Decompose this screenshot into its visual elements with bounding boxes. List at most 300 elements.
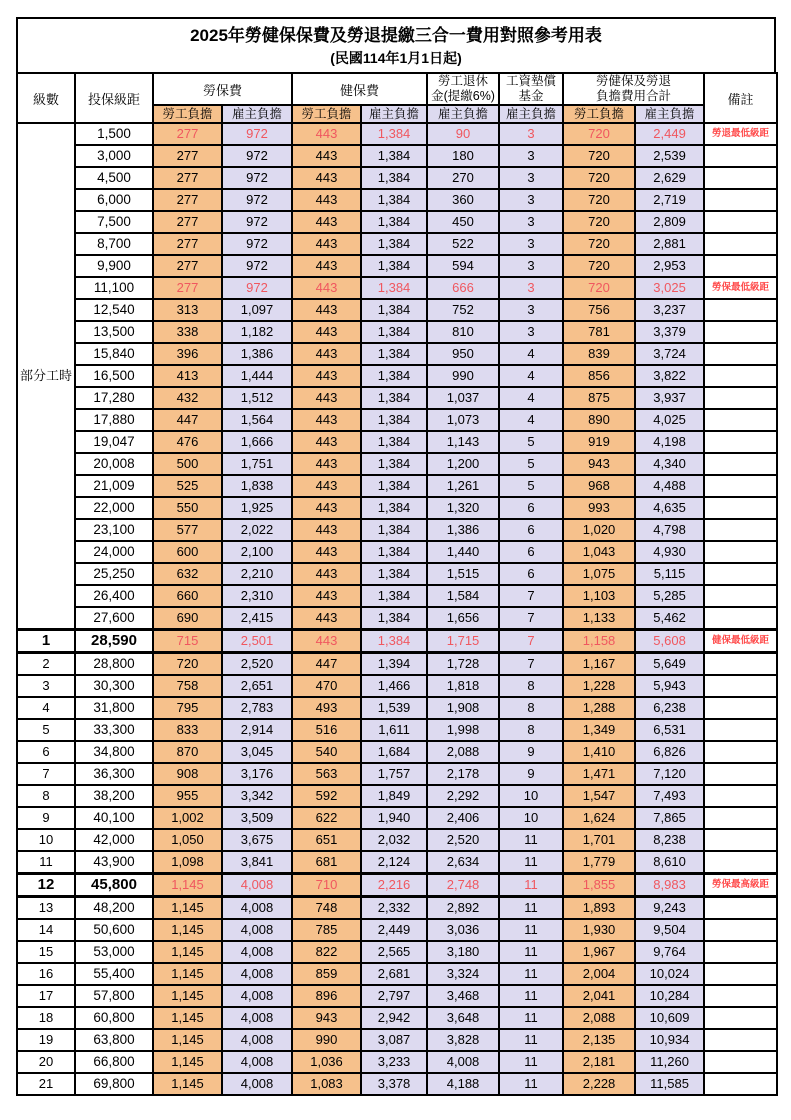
value-cell: 3 [499, 321, 563, 343]
remark-cell [704, 453, 777, 475]
table-row [17, 630, 777, 653]
value-cell: 1,384 [361, 277, 427, 299]
value-cell: 1,384 [361, 167, 427, 189]
table-row [17, 453, 777, 475]
value-cell: 1,715 [427, 630, 499, 653]
value-cell: 2,651 [222, 675, 292, 697]
value-cell: 2,719 [635, 189, 704, 211]
remark-cell [704, 585, 777, 607]
remark-cell [704, 541, 777, 563]
value-cell: 4,930 [635, 541, 704, 563]
value-cell: 3,648 [427, 1007, 499, 1029]
bracket-cell: 28,590 [75, 630, 153, 653]
value-cell: 2,449 [361, 919, 427, 941]
remark-cell [704, 255, 777, 277]
value-cell: 1,564 [222, 409, 292, 431]
value-cell: 9 [499, 763, 563, 785]
value-cell: 360 [427, 189, 499, 211]
value-cell: 1,167 [563, 653, 635, 676]
value-cell: 715 [153, 630, 222, 653]
value-cell: 1,384 [361, 585, 427, 607]
value-cell: 1,611 [361, 719, 427, 741]
value-cell: 3 [499, 189, 563, 211]
value-cell: 1,684 [361, 741, 427, 763]
value-cell: 1,158 [563, 630, 635, 653]
bracket-cell: 48,200 [75, 897, 153, 920]
value-cell: 972 [222, 255, 292, 277]
value-cell: 4,008 [222, 985, 292, 1007]
value-cell: 8,238 [635, 829, 704, 851]
value-cell: 1,384 [361, 189, 427, 211]
value-cell: 3,342 [222, 785, 292, 807]
value-cell: 1,384 [361, 211, 427, 233]
table-row [17, 807, 777, 829]
bracket-cell: 66,800 [75, 1051, 153, 1073]
value-cell: 2,501 [222, 630, 292, 653]
value-cell: 720 [563, 255, 635, 277]
value-cell: 1,539 [361, 697, 427, 719]
remark-cell [704, 321, 777, 343]
value-cell: 3,045 [222, 741, 292, 763]
value-cell: 3,233 [361, 1051, 427, 1073]
remark-cell [704, 919, 777, 941]
value-cell: 3,087 [361, 1029, 427, 1051]
value-cell: 1,384 [361, 409, 427, 431]
value-cell: 1,133 [563, 607, 635, 630]
value-cell: 443 [292, 475, 361, 497]
value-cell: 4,008 [222, 1007, 292, 1029]
value-cell: 4,008 [427, 1051, 499, 1073]
table-row [17, 497, 777, 519]
remark-cell [704, 189, 777, 211]
value-cell: 1,098 [153, 851, 222, 874]
value-cell: 443 [292, 519, 361, 541]
bracket-cell: 22,000 [75, 497, 153, 519]
remark-cell [704, 763, 777, 785]
remark-cell [704, 719, 777, 741]
remark-cell [704, 365, 777, 387]
value-cell: 447 [292, 653, 361, 676]
header-pension-group [427, 73, 499, 105]
value-cell: 1,143 [427, 431, 499, 453]
value-cell: 10,284 [635, 985, 704, 1007]
value-cell: 1,182 [222, 321, 292, 343]
remark-cell: 勞退最低級距 [704, 123, 777, 145]
value-cell: 3,378 [361, 1073, 427, 1095]
value-cell: 443 [292, 167, 361, 189]
value-cell: 277 [153, 277, 222, 299]
bracket-cell: 13,500 [75, 321, 153, 343]
value-cell: 7,865 [635, 807, 704, 829]
table-row [17, 233, 777, 255]
value-cell: 1,757 [361, 763, 427, 785]
value-cell: 277 [153, 233, 222, 255]
header-total-line1: 勞健保及勞退 [596, 74, 672, 88]
table-row [17, 851, 777, 874]
bracket-cell: 33,300 [75, 719, 153, 741]
value-cell: 2,216 [361, 874, 427, 897]
value-cell: 1,384 [361, 607, 427, 630]
value-cell: 4,008 [222, 1051, 292, 1073]
value-cell: 180 [427, 145, 499, 167]
value-cell: 810 [427, 321, 499, 343]
level-cell: 21 [17, 1073, 75, 1095]
value-cell: 2,022 [222, 519, 292, 541]
value-cell: 493 [292, 697, 361, 719]
value-cell: 2,124 [361, 851, 427, 874]
value-cell: 9 [499, 741, 563, 763]
value-cell: 4,008 [222, 1073, 292, 1095]
value-cell: 4,008 [222, 1029, 292, 1051]
value-cell: 277 [153, 123, 222, 145]
value-cell: 277 [153, 211, 222, 233]
value-cell: 3,025 [635, 277, 704, 299]
table-header [17, 73, 777, 123]
value-cell: 4,488 [635, 475, 704, 497]
table-row [17, 189, 777, 211]
value-cell: 443 [292, 541, 361, 563]
value-cell: 1,930 [563, 919, 635, 941]
value-cell: 11 [499, 851, 563, 874]
level-cell: 7 [17, 763, 75, 785]
subheader-total-employer: 雇主負擔 [635, 105, 704, 123]
value-cell: 2,332 [361, 897, 427, 920]
value-cell: 443 [292, 211, 361, 233]
level-cell: 5 [17, 719, 75, 741]
value-cell: 758 [153, 675, 222, 697]
value-cell: 10 [499, 785, 563, 807]
value-cell: 11 [499, 829, 563, 851]
level-cell: 17 [17, 985, 75, 1007]
remark-cell [704, 985, 777, 1007]
header-bracket: 投保級距 [75, 73, 153, 123]
value-cell: 5,115 [635, 563, 704, 585]
value-cell: 833 [153, 719, 222, 741]
value-cell: 972 [222, 211, 292, 233]
value-cell: 443 [292, 255, 361, 277]
value-cell: 3,468 [427, 985, 499, 1007]
value-cell: 10,609 [635, 1007, 704, 1029]
value-cell: 1,145 [153, 941, 222, 963]
remark-cell: 健保最低級距 [704, 630, 777, 653]
value-cell: 972 [222, 189, 292, 211]
value-cell: 943 [292, 1007, 361, 1029]
bracket-cell: 7,500 [75, 211, 153, 233]
bracket-cell: 69,800 [75, 1073, 153, 1095]
value-cell: 1,145 [153, 897, 222, 920]
value-cell: 2,032 [361, 829, 427, 851]
value-cell: 4 [499, 409, 563, 431]
value-cell: 2,881 [635, 233, 704, 255]
value-cell: 795 [153, 697, 222, 719]
value-cell: 1,394 [361, 653, 427, 676]
value-cell: 11 [499, 919, 563, 941]
value-cell: 2,100 [222, 541, 292, 563]
value-cell: 720 [153, 653, 222, 676]
value-cell: 748 [292, 897, 361, 920]
value-cell: 413 [153, 365, 222, 387]
value-cell: 443 [292, 387, 361, 409]
value-cell: 785 [292, 919, 361, 941]
value-cell: 592 [292, 785, 361, 807]
value-cell: 859 [292, 963, 361, 985]
value-cell: 1,036 [292, 1051, 361, 1073]
value-cell: 3,724 [635, 343, 704, 365]
value-cell: 919 [563, 431, 635, 453]
value-cell: 3,379 [635, 321, 704, 343]
level-cell: 9 [17, 807, 75, 829]
value-cell: 4 [499, 387, 563, 409]
value-cell: 1,083 [292, 1073, 361, 1095]
value-cell: 1,818 [427, 675, 499, 697]
remark-cell [704, 519, 777, 541]
value-cell: 720 [563, 277, 635, 299]
value-cell: 11 [499, 874, 563, 897]
value-cell: 943 [563, 453, 635, 475]
remark-cell [704, 829, 777, 851]
bracket-cell: 8,700 [75, 233, 153, 255]
table-row [17, 145, 777, 167]
value-cell: 7 [499, 653, 563, 676]
value-cell: 1,145 [153, 1007, 222, 1029]
value-cell: 993 [563, 497, 635, 519]
value-cell: 4 [499, 365, 563, 387]
remark-cell [704, 785, 777, 807]
value-cell: 1,384 [361, 145, 427, 167]
value-cell: 690 [153, 607, 222, 630]
bracket-cell: 25,250 [75, 563, 153, 585]
value-cell: 1,043 [563, 541, 635, 563]
value-cell: 4,008 [222, 963, 292, 985]
value-cell: 540 [292, 741, 361, 763]
subheader-labor-employer: 雇主負擔 [222, 105, 292, 123]
value-cell: 5 [499, 475, 563, 497]
value-cell: 720 [563, 123, 635, 145]
table-row [17, 941, 777, 963]
remark-cell [704, 941, 777, 963]
value-cell: 3 [499, 123, 563, 145]
header-pension-line1: 勞工退休 [438, 74, 489, 88]
value-cell: 1,384 [361, 475, 427, 497]
value-cell: 2,520 [427, 829, 499, 851]
value-cell: 1,145 [153, 985, 222, 1007]
value-cell: 1,002 [153, 807, 222, 829]
value-cell: 1,925 [222, 497, 292, 519]
value-cell: 11 [499, 941, 563, 963]
value-cell: 2,629 [635, 167, 704, 189]
table-row [17, 211, 777, 233]
subheader-wage-fund-employer: 雇主負擔 [499, 105, 563, 123]
value-cell: 1,384 [361, 519, 427, 541]
remark-cell [704, 145, 777, 167]
subheader-health-employer: 雇主負擔 [361, 105, 427, 123]
value-cell: 1,200 [427, 453, 499, 475]
value-cell: 7,493 [635, 785, 704, 807]
value-cell: 3,509 [222, 807, 292, 829]
value-cell: 6,531 [635, 719, 704, 741]
header-labor-insurance-group: 勞保費 [153, 73, 292, 105]
value-cell: 10,024 [635, 963, 704, 985]
value-cell: 1,384 [361, 321, 427, 343]
table-row [17, 607, 777, 630]
value-cell: 277 [153, 145, 222, 167]
value-cell: 1,751 [222, 453, 292, 475]
value-cell: 2,681 [361, 963, 427, 985]
value-cell: 2,088 [427, 741, 499, 763]
value-cell: 1,145 [153, 1051, 222, 1073]
bracket-cell: 24,000 [75, 541, 153, 563]
level-cell: 3 [17, 675, 75, 697]
value-cell: 1,701 [563, 829, 635, 851]
value-cell: 856 [563, 365, 635, 387]
value-cell: 3 [499, 145, 563, 167]
value-cell: 443 [292, 321, 361, 343]
value-cell: 11,260 [635, 1051, 704, 1073]
value-cell: 1,584 [427, 585, 499, 607]
value-cell: 2,520 [222, 653, 292, 676]
value-cell: 2,914 [222, 719, 292, 741]
remark-cell [704, 1073, 777, 1095]
value-cell: 720 [563, 167, 635, 189]
remark-cell [704, 741, 777, 763]
value-cell: 5,608 [635, 630, 704, 653]
value-cell: 6,826 [635, 741, 704, 763]
value-cell: 1,050 [153, 829, 222, 851]
bracket-cell: 60,800 [75, 1007, 153, 1029]
bracket-cell: 63,800 [75, 1029, 153, 1051]
value-cell: 2,449 [635, 123, 704, 145]
value-cell: 5,462 [635, 607, 704, 630]
value-cell: 3,675 [222, 829, 292, 851]
remark-cell [704, 497, 777, 519]
value-cell: 11 [499, 1051, 563, 1073]
bracket-cell: 45,800 [75, 874, 153, 897]
header-wage-fund-line1: 工資墊償 [506, 74, 557, 88]
table-row [17, 874, 777, 897]
value-cell: 3 [499, 255, 563, 277]
value-cell: 522 [427, 233, 499, 255]
value-cell: 443 [292, 145, 361, 167]
value-cell: 681 [292, 851, 361, 874]
value-cell: 1,103 [563, 585, 635, 607]
value-cell: 1,515 [427, 563, 499, 585]
bracket-cell: 55,400 [75, 963, 153, 985]
value-cell: 875 [563, 387, 635, 409]
value-cell: 443 [292, 365, 361, 387]
level-cell: 2 [17, 653, 75, 676]
bracket-cell: 23,100 [75, 519, 153, 541]
remark-cell [704, 607, 777, 630]
table-row [17, 829, 777, 851]
value-cell: 8,983 [635, 874, 704, 897]
value-cell: 720 [563, 189, 635, 211]
bracket-cell: 36,300 [75, 763, 153, 785]
value-cell: 2,539 [635, 145, 704, 167]
bracket-cell: 30,300 [75, 675, 153, 697]
remark-cell [704, 1051, 777, 1073]
value-cell: 2,210 [222, 563, 292, 585]
value-cell: 600 [153, 541, 222, 563]
value-cell: 443 [292, 453, 361, 475]
value-cell: 1,145 [153, 1029, 222, 1051]
table-row [17, 365, 777, 387]
remark-cell [704, 299, 777, 321]
value-cell: 2,181 [563, 1051, 635, 1073]
value-cell: 443 [292, 233, 361, 255]
value-cell: 4 [499, 343, 563, 365]
value-cell: 972 [222, 277, 292, 299]
value-cell: 1,855 [563, 874, 635, 897]
value-cell: 1,893 [563, 897, 635, 920]
value-cell: 1,145 [153, 919, 222, 941]
value-cell: 443 [292, 630, 361, 653]
value-cell: 443 [292, 497, 361, 519]
value-cell: 1,940 [361, 807, 427, 829]
level-cell: 18 [17, 1007, 75, 1029]
value-cell: 2,892 [427, 897, 499, 920]
value-cell: 1,145 [153, 1073, 222, 1095]
value-cell: 3 [499, 233, 563, 255]
value-cell: 1,512 [222, 387, 292, 409]
bracket-cell: 21,009 [75, 475, 153, 497]
value-cell: 11 [499, 963, 563, 985]
value-cell: 7 [499, 630, 563, 653]
value-cell: 476 [153, 431, 222, 453]
level-cell: 10 [17, 829, 75, 851]
page-subtitle: (民國114年1月1日起) [330, 50, 462, 66]
value-cell: 1,145 [153, 874, 222, 897]
table-row [17, 897, 777, 920]
remark-cell [704, 963, 777, 985]
table-row [17, 585, 777, 607]
value-cell: 4,635 [635, 497, 704, 519]
level-cell: 11 [17, 851, 75, 874]
value-cell: 4,008 [222, 897, 292, 920]
bracket-cell: 11,100 [75, 277, 153, 299]
value-cell: 5,285 [635, 585, 704, 607]
value-cell: 1,444 [222, 365, 292, 387]
subheader-labor-employee: 勞工負擔 [153, 105, 222, 123]
value-cell: 2,953 [635, 255, 704, 277]
level-cell: 1 [17, 630, 75, 653]
value-cell: 3,324 [427, 963, 499, 985]
value-cell: 666 [427, 277, 499, 299]
value-cell: 972 [222, 123, 292, 145]
value-cell: 2,406 [427, 807, 499, 829]
header-remark: 備註 [704, 73, 777, 123]
value-cell: 396 [153, 343, 222, 365]
level-cell: 4 [17, 697, 75, 719]
bracket-cell: 19,047 [75, 431, 153, 453]
value-cell: 8 [499, 697, 563, 719]
value-cell: 908 [153, 763, 222, 785]
value-cell: 1,349 [563, 719, 635, 741]
value-cell: 525 [153, 475, 222, 497]
value-cell: 2,088 [563, 1007, 635, 1029]
value-cell: 4,008 [222, 874, 292, 897]
header-total-group [563, 73, 704, 105]
level-cell: 15 [17, 941, 75, 963]
remark-cell [704, 653, 777, 676]
table-row [17, 409, 777, 431]
value-cell: 3,828 [427, 1029, 499, 1051]
bracket-cell: 4,500 [75, 167, 153, 189]
value-cell: 8 [499, 675, 563, 697]
value-cell: 1,020 [563, 519, 635, 541]
value-cell: 4,198 [635, 431, 704, 453]
table-row [17, 1051, 777, 1073]
value-cell: 752 [427, 299, 499, 321]
